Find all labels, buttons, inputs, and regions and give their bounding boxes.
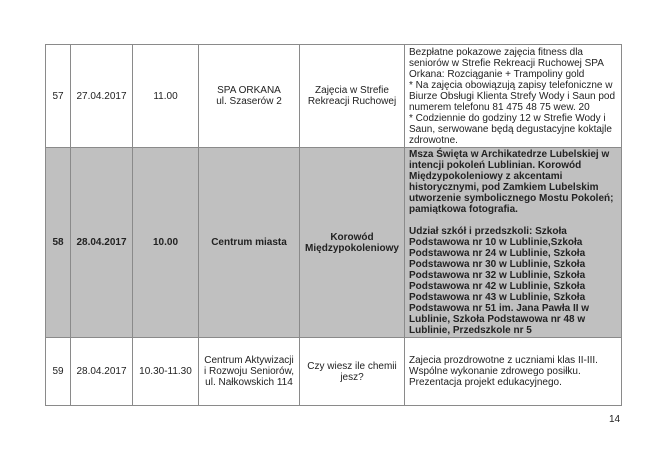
event-cell: Korowód Międzypokoleniowy [300, 148, 405, 338]
page-number: 14 [609, 414, 621, 425]
events-table [45, 44, 622, 406]
event-cell: Czy wiesz ile chemii jesz? [300, 338, 405, 406]
time-cell: 10.30-11.30 [133, 338, 199, 406]
place-line: Centrum miasta [211, 237, 287, 248]
desc-line: Zajecia prozdrowotne z uczniami klas II-III. [409, 355, 598, 366]
desc-line: * Na zajęcia obowiązują zapisy telefoniczne w Biurze Obsługi Klienta Strefy Wody i Saun pod numerem telefonu 81 475 48 75 wew. 20 [409, 79, 616, 113]
place-line: ul. Nałkowskich 114 [205, 377, 293, 388]
desc-line: Bezpłatne pokazowe zajęcia fitness dla seniorów w Strefie Rekreacji Ruchowej SPA Orkana: Rozciąganie + Trampoliny gold [409, 46, 604, 80]
table-row [46, 45, 622, 148]
place-line: Centrum Aktywizacji i Rozwoju Seniorów, [203, 355, 295, 377]
table-row [46, 148, 622, 338]
date-cell: 28.04.2017 [71, 338, 133, 406]
description-cell [405, 338, 622, 406]
time-cell: 11.00 [133, 45, 199, 148]
desc-line: Wspólne wykonanie zdrowego posiłku. [409, 366, 581, 377]
desc-line: Prezentacja projekt edukacyjnego. [409, 377, 562, 388]
row-number: 57 [46, 45, 71, 148]
desc-line: * Codziennie do godziny 12 w Strefie Wody i Saun, serwowane będą degustacyjne koktajle zdrowotne. [409, 112, 612, 146]
time-cell: 10.00 [133, 148, 199, 338]
place-line: ul. Szaserów 2 [216, 96, 282, 107]
desc-line: Msza Święta w Archikatedrze Lubelskiej w intencji pokoleń Lublinian. Korowód Międzypokoleniowy z akcentami historycznymi, pod Zamkiem Lubelskim utworzenie symbolicznego Mostu Pokoleń; pamiątkowa fotografia. [409, 149, 614, 215]
place-cell [199, 148, 300, 338]
table-row [46, 338, 622, 406]
row-number: 59 [46, 338, 71, 406]
place-cell [199, 338, 300, 406]
row-number: 58 [46, 148, 71, 338]
date-cell: 28.04.2017 [71, 148, 133, 338]
place-cell [199, 45, 300, 148]
place-line: SPA ORKANA [217, 85, 281, 96]
desc-line: Udział szkół i przedszkoli: Szkoła Podstawowa nr 10 w Lublinie,Szkoła Podstawowa nr 24 w Lublinie, Szkoła Podstawowa nr 30 w Lublinie, Szkoła Podstawowa nr 32 w Lublinie, Szkoła Podstawowa nr 42 w Lublinie, Szkoła Podstawowa nr 43 w Lublinie, Szkoła Podstawowa nr 51 im. Jana Pawła II w Lublinie, Szkoła Podstawowa nr 48 w Lublinie, Przedszkole nr 5 [409, 226, 590, 336]
description-cell [405, 148, 622, 338]
date-cell: 27.04.2017 [71, 45, 133, 148]
event-cell: Zajęcia w Strefie Rekreacji Ruchowej [300, 45, 405, 148]
description-cell [405, 45, 622, 148]
